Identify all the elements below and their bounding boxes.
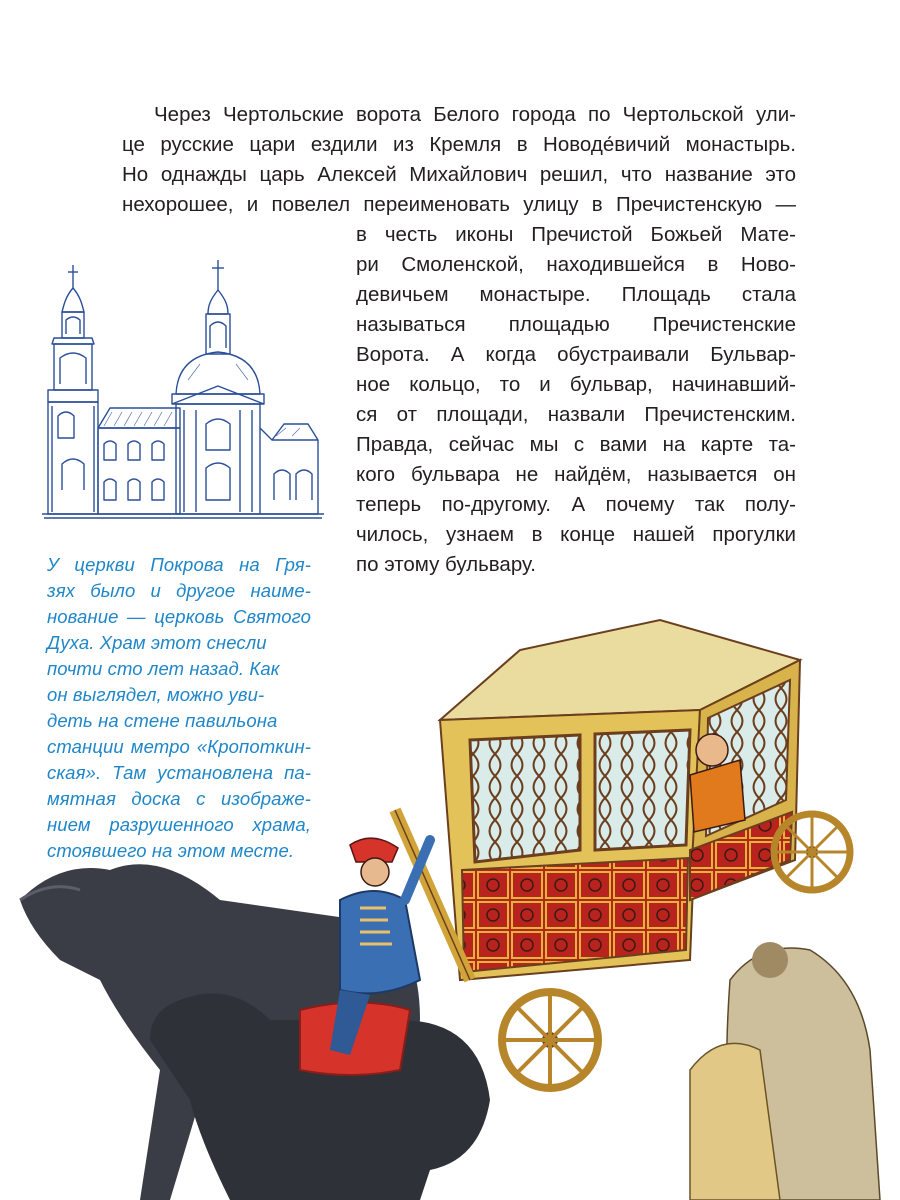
main-text-line: Но однажды царь Алексей Михайлович решил, что название это: [122, 163, 796, 186]
caption-line: нием разрушенного храма,: [47, 814, 311, 835]
main-text-line: по этому бульвару.: [356, 553, 536, 576]
caption-line: станции метро «Кропоткин-: [47, 736, 311, 757]
caption-line: он выглядел, можно уви-: [47, 684, 265, 705]
caption-line: нование — церковь Святого: [47, 606, 311, 627]
caption-line: мятная доска с изображе-: [47, 788, 311, 809]
carriage-wheel: [502, 992, 598, 1088]
caption-line: стоявшего на этом месте.: [47, 840, 295, 861]
main-text-line: це русские цари ездили из Кремля в Новоде́вичий монастырь.: [122, 133, 796, 156]
main-text-line: ся от площади, назвали Пречистенским.: [356, 403, 796, 426]
carriage-window: [595, 730, 690, 850]
main-text-line: кого бульвара не найдём, называется он: [356, 463, 796, 486]
caption-line: деть на стене павильона: [47, 710, 278, 731]
main-text-line: ри Смоленской, находившейся в Ново-: [356, 253, 796, 276]
caption-line: ская». Там установлена па-: [47, 762, 311, 783]
main-text-line: Через Чертольские ворота Белого города по Чертольской ули-: [154, 103, 796, 126]
main-text-line: нехорошее, и повелел переименовать улицу в Пречистенскую —: [122, 193, 796, 216]
bystanders: [690, 942, 880, 1200]
main-text-line: в честь иконы Пречистой Божьей Мате-: [356, 223, 796, 246]
carriage-wheel: [774, 814, 850, 890]
passenger: [696, 734, 728, 766]
main-text-line: называться площадью Пречистенские: [356, 313, 796, 336]
carriage-illustration: [0, 600, 900, 1200]
church-sketch: [40, 260, 330, 550]
caption-line: Духа. Храм этот снесли: [47, 632, 267, 653]
main-text-line: Ворота. А когда обустраивали Бульвар-: [356, 343, 796, 366]
main-text-line: Правда, сейчас мы с вами на карте та-: [356, 433, 796, 456]
main-text-line: чилось, узнаем в конце нашей прогулки: [356, 523, 796, 546]
main-text-line: ное кольцо, то и бульвар, начинавший-: [356, 373, 796, 396]
main-text-line: теперь по-другому. А почему так полу-: [356, 493, 796, 516]
caption-line: зях было и другое наиме-: [47, 580, 311, 601]
caption-line: почти сто лет назад. Как: [47, 658, 280, 679]
caption-line: У церкви Покрова на Гря-: [47, 554, 311, 575]
carriage-window: [470, 735, 580, 862]
main-text-line: девичьем монастыре. Площадь стала: [356, 283, 796, 306]
